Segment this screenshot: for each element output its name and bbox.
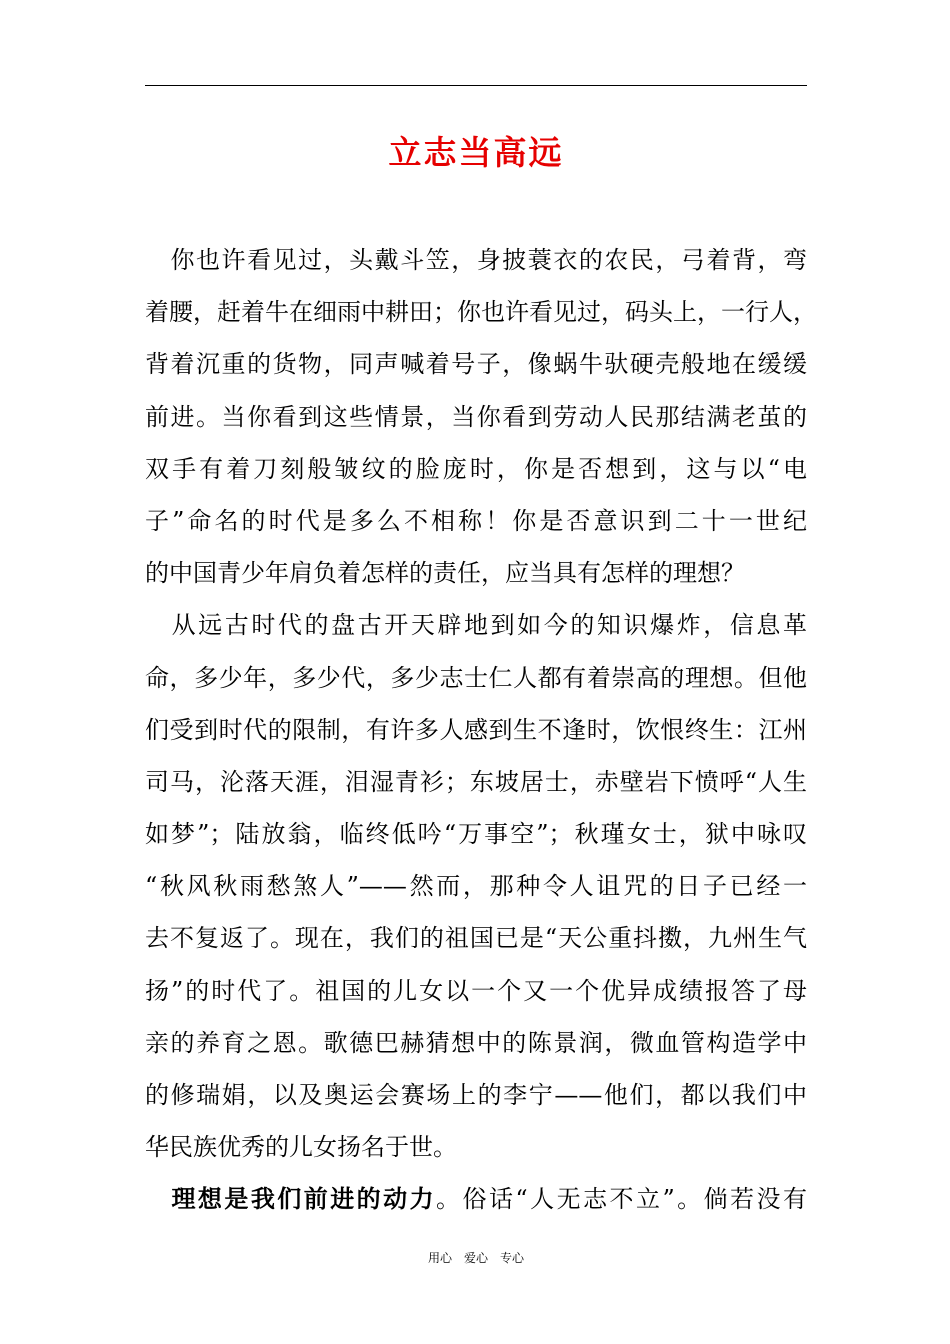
text-line: 的修瑞娟，以及奥运会赛场上的李宁——他们，都以我们中 [145, 1081, 807, 1109]
text-line: 亲的养育之恩。歌德巴赫猜想中的陈景润，微血管构造学中 [145, 1028, 807, 1057]
paragraph-3 [145, 1173, 807, 1225]
text-line: 背着沉重的货物，同声喊着号子，像蜗牛驮硬壳般地在缓缓 [145, 350, 807, 379]
paragraph-1 [145, 234, 817, 599]
text-line: 们受到时代的限制，有许多人感到生不逢时，饮恨终生：江州 [145, 715, 807, 744]
text-line: 扬”的时代了。祖国的儿女以一个又一个优异成绩报答了母 [145, 976, 807, 1005]
text-line: 司马，沦落天涯，泪湿青衫；东坡居士，赤壁岩下愤呼“人生 [145, 767, 807, 796]
paragraph-text: 。俗话“人无志不立”。倘若没有 [436, 1185, 807, 1214]
text-line: 命，多少年，多少代，多少志士仁人都有着崇高的理想。但他 [145, 663, 807, 692]
header-rule [145, 85, 807, 86]
paragraph-2 [145, 599, 807, 1173]
text-line: 华民族优秀的儿女扬名于世。 [145, 1133, 457, 1162]
text-line: 前进。当你看到这些情景，当你看到劳动人民那结满老茧的 [145, 402, 807, 431]
text-line: 子”命名的时代是多么不相称！你是否意识到二十一世纪 [145, 506, 807, 535]
page-title: 立志当高远 [388, 133, 564, 172]
text-line: 着腰，赶着牛在细雨中耕田；你也许看见过，码头上，一行人， [145, 298, 817, 327]
text-line: “秋风秋雨愁煞人”——然而，那种令人诅咒的日子已经一 [145, 872, 807, 901]
bold-lead-text: 理想是我们前进的动力 [145, 1184, 437, 1214]
page-footer: 用心 爱心 专心 [427, 1251, 524, 1265]
text-line: 从远古时代的盘古开天辟地到如今的知识爆炸，信息革 [145, 611, 807, 640]
text-line: 的中国青少年肩负着怎样的责任，应当具有怎样的理想？ [145, 559, 745, 588]
text-line: 你也许看见过，头戴斗笠，身披蓑衣的农民，弓着背，弯 [145, 246, 807, 274]
text-line: 如梦”；陆放翁，临终低吟“万事空”；秋瑾女士，狱中咏叹 [145, 820, 807, 849]
text-line: 去不复返了。现在，我们的祖国已是“天公重抖擞，九州生气 [145, 924, 807, 953]
text-line: 双手有着刀刻般皱纹的脸庞时，你是否想到，这与以“电 [145, 454, 807, 483]
document-body [145, 234, 817, 1226]
text-line [145, 1173, 807, 1225]
